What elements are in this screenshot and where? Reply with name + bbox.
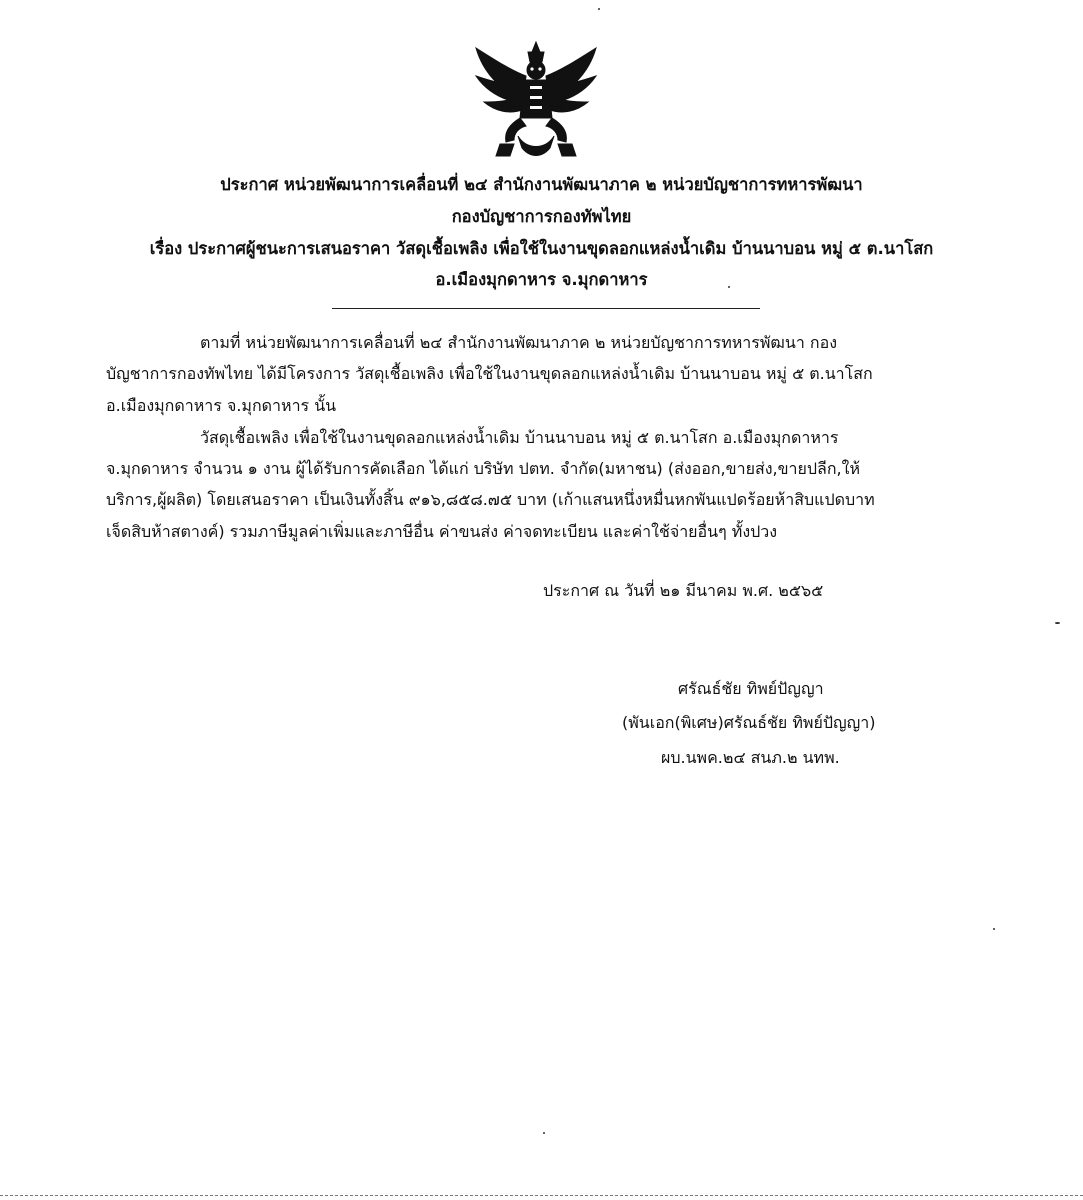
garuda-emblem-icon	[470, 40, 602, 162]
signature-name: ศรัณธ์ชัย ทิพย์ปัญญา	[678, 679, 824, 698]
page-bottom-edge	[0, 1195, 1083, 1196]
scan-speck	[598, 8, 600, 10]
paragraph-1-line-3: อ.เมืองมุกดาหาร จ.มุกดาหาร นั้น	[106, 396, 337, 415]
announcement-title-line-1: ประกาศ หน่วยพัฒนาการเคลื่อนที่ ๒๔ สำนักงานพัฒนาภาค ๒ หน่วยบัญชาการทหารพัฒนา	[220, 175, 863, 194]
paragraph-2-line-3: บริการ,ผู้ผลิต) โดยเสนอราคา เป็นเงินทั้งสิ้น ๙๑๖,๘๕๘.๗๕ บาท (เก้าแสนหนึ่งหมื่นหกพันแปดร้อยห้าสิบแปดบาท	[106, 490, 875, 509]
scan-speck	[728, 286, 730, 288]
paragraph-2-line-1: วัสดุเชื้อเพลิง เพื่อใช้ในงานขุดลอกแหล่งน้ำเดิม บ้านนาบอน หมู่ ๕ ต.นาโสก อ.เมืองมุกดาหาร	[200, 428, 839, 447]
signatory-position: ผบ.นพค.๒๔ สนภ.๒ นทพ.	[661, 748, 840, 767]
announcement-title-line-2: กองบัญชาการกองทัพไทย	[451, 207, 632, 226]
scan-speck	[1055, 622, 1060, 624]
title-divider	[332, 308, 760, 309]
paragraph-2-line-4: เจ็ดสิบห้าสตางค์) รวมภาษีมูลค่าเพิ่มและภาษีอื่น ค่าขนส่ง ค่าจดทะเบียน และค่าใช้จ่ายอื่นๆ ทั้งปวง	[106, 522, 778, 541]
announcement-date: ประกาศ ณ วันที่ ๒๑ มีนาคม พ.ศ. ๒๕๖๕	[543, 581, 824, 600]
announcement-subject-line-1: เรื่อง ประกาศผู้ชนะการเสนอราคา วัสดุเชื้อเพลิง เพื่อใช้ในงานขุดลอกแหล่งน้ำเดิม บ้านนาบอน หมู่ ๕ ต.นาโสก	[149, 239, 934, 258]
paragraph-1-line-2: บัญชาการกองทัพไทย ได้มีโครงการ วัสดุเชื้อเพลิง เพื่อใช้ในงานขุดลอกแหล่งน้ำเดิม บ้านนาบอน หมู่ ๕ ต.นาโสก	[106, 364, 873, 383]
scan-speck	[543, 1132, 545, 1134]
paragraph-2-line-2: จ.มุกดาหาร จำนวน ๑ งาน ผู้ได้รับการคัดเลือก ได้แก่ บริษัท ปตท. จำกัด(มหาชน) (ส่งออก,ขายส่ง,ขายปลีก,ให้	[106, 459, 860, 478]
scan-speck	[993, 928, 995, 930]
paragraph-1-line-1: ตามที่ หน่วยพัฒนาการเคลื่อนที่ ๒๔ สำนักงานพัฒนาภาค ๒ หน่วยบัญชาการทหารพัฒนา กอง	[200, 333, 837, 352]
signatory-full-name: (พันเอก(พิเศษ)ศรัณธ์ชัย ทิพย์ปัญญา)	[622, 713, 876, 732]
announcement-subject-line-2: อ.เมืองมุกดาหาร จ.มุกดาหาร	[435, 270, 648, 289]
